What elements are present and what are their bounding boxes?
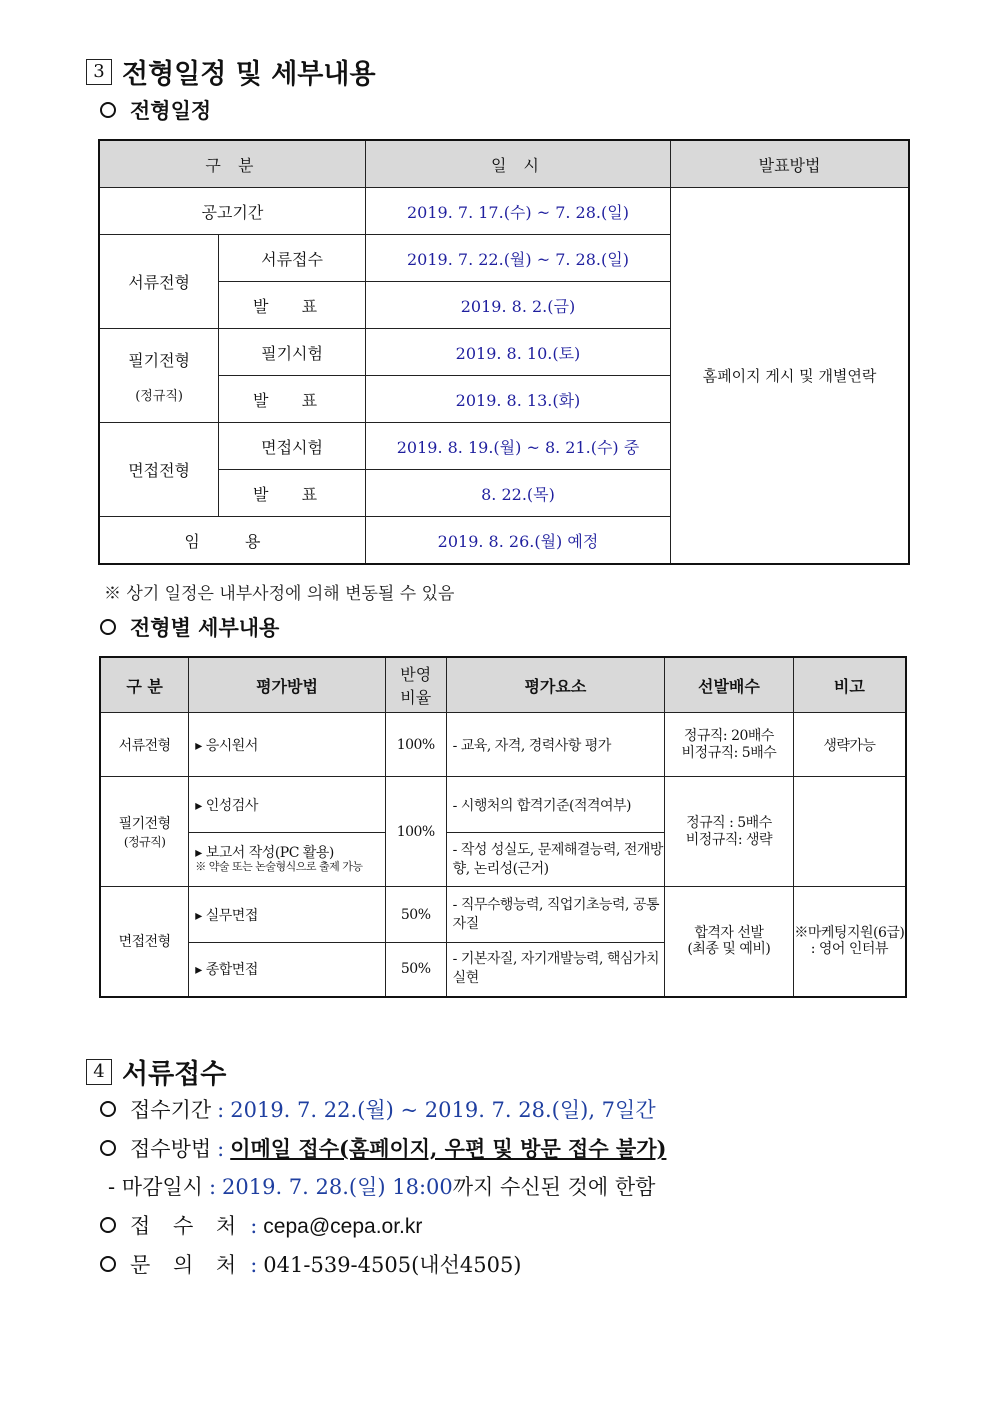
- row-label: 공고기간: [99, 188, 365, 235]
- schedule-heading: [100, 95, 211, 125]
- row-label: 임 용: [99, 517, 365, 565]
- section-3-title: [86, 52, 376, 91]
- schedule-heading-text: 전형일정: [130, 99, 212, 123]
- row-label: 면접전형: [100, 887, 189, 997]
- row-date: 8. 22.(목): [365, 470, 670, 517]
- header-announce: 발표방법: [671, 140, 909, 188]
- group-label-sub: (정규직): [135, 388, 184, 404]
- element-cell: - 기본자질, 자기개발능력, 핵심가치 실현: [446, 943, 664, 997]
- schedule-note: ※ 상기 일정은 내부사정에 의해 변동될 수 있음: [104, 584, 455, 604]
- row-label: [100, 777, 189, 887]
- method-cell: ▸ 응시원서: [189, 713, 385, 777]
- apply-deadline-rest: 까지 수신된 것에 한함: [452, 1175, 656, 1199]
- apply-deadline-label: 마감일시: [121, 1175, 203, 1199]
- row-label: 서류전형: [100, 713, 189, 777]
- apply-period-line: 접수기간 : 2019. 7. 22.(월) ~ 2019. 7. 28.(일), 7일간: [100, 1094, 656, 1124]
- row-date: 2019. 7. 17.(수) ~ 7. 28.(일): [365, 188, 670, 235]
- note-cell: 생략가능: [793, 713, 906, 777]
- apply-to-email[interactable]: cepa@cepa.or.kr: [263, 1215, 423, 1238]
- header-category: 구 분: [100, 657, 189, 713]
- announce-method: 홈페이지 게시 및 개별연락: [671, 188, 909, 565]
- ratio-cell: 100%: [385, 713, 446, 777]
- apply-contact-value: 041-539-4505(내선4505): [263, 1253, 522, 1277]
- detail-table: [99, 656, 907, 998]
- apply-to-line: 접 수 처 : cepa@cepa.or.kr: [100, 1210, 422, 1240]
- row-sub-label: 면접시험: [219, 423, 366, 470]
- table-row: [99, 188, 909, 235]
- apply-deadline-line: - 마감일시 : 2019. 7. 28.(일) 18:00까지 수신된 것에 한함: [108, 1175, 656, 1199]
- header-element: 평가요소: [446, 657, 664, 713]
- detail-heading-text: 전형별 세부내용: [130, 616, 280, 640]
- circle-bullet-icon: [100, 1140, 116, 1156]
- row-sub-label: 필기시험: [219, 329, 366, 376]
- row-label-sub: (정규직): [123, 835, 166, 849]
- method-cell: ▸ 보고서 작성(PC 활용) ※ 약술 또는 논술형식으로 출제 가능: [189, 833, 385, 887]
- circle-bullet-icon: [100, 102, 116, 118]
- circle-bullet-icon: [100, 1217, 116, 1233]
- apply-period-label: 접수기간: [130, 1098, 212, 1122]
- method-text: 응시원서: [205, 737, 258, 754]
- table-row: [100, 777, 906, 833]
- row-sub-label: 발 표: [219, 376, 366, 423]
- apply-method-line: 접수방법 : 이메일 접수(홈페이지, 우편 및 방문 접수 불가): [100, 1133, 666, 1163]
- row-sub-label: 서류접수: [219, 235, 366, 282]
- element-cell: - 시행처의 합격기준(적격여부): [446, 777, 664, 833]
- ratio-cell: 100%: [385, 777, 446, 887]
- table-header-row: [99, 140, 909, 188]
- method-cell: ▸ 인성검사: [189, 777, 385, 833]
- method-text: 종합면접: [205, 962, 258, 979]
- section-title-text: 서류접수: [122, 1059, 227, 1090]
- note-cell: ※마케팅지원(6급) : 영어 인터뷰: [793, 887, 906, 997]
- table-row: [100, 713, 906, 777]
- method-text: 인성검사: [205, 797, 258, 814]
- detail-heading: [100, 612, 279, 642]
- apply-method-label: 접수방법: [130, 1137, 212, 1161]
- row-sub-label: 발 표: [219, 470, 366, 517]
- header-method: 평가방법: [189, 657, 385, 713]
- method-text: 실무면접: [205, 907, 258, 924]
- table-row: [100, 887, 906, 943]
- row-label-text: 필기전형: [118, 816, 171, 832]
- row-date: 2019. 8. 19.(월) ~ 8. 21.(수) 중: [365, 423, 670, 470]
- count-cell: 합격자 선발 (최종 및 예비): [665, 887, 794, 997]
- section-title-text: 전형일정 및 세부내용: [122, 59, 376, 90]
- row-sub-label: 발 표: [219, 282, 366, 329]
- apply-contact-line: 문 의 처 : 041-539-4505(내선4505): [100, 1249, 522, 1279]
- element-cell: - 직무수행능력, 직업기초능력, 공통자질: [446, 887, 664, 943]
- count-cell: 정규직: 20배수 비정규직: 5배수: [665, 713, 794, 777]
- section-number: 4: [86, 1059, 112, 1085]
- header-count: 선발배수: [665, 657, 794, 713]
- header-ratio: 반영 비율: [385, 657, 446, 713]
- method-text: 보고서 작성(PC 활용): [205, 844, 334, 861]
- circle-bullet-icon: [100, 1256, 116, 1272]
- row-date: 2019. 8. 26.(월) 예정: [365, 517, 670, 565]
- apply-period-value: 2019. 7. 22.(월) ~ 2019. 7. 28.(일), 7일간: [230, 1098, 656, 1122]
- element-cell: - 교육, 자격, 경력사항 평가: [446, 713, 664, 777]
- schedule-table: [98, 139, 910, 565]
- header-note: 비고: [793, 657, 906, 713]
- apply-contact-label: 문 의 처: [130, 1253, 245, 1277]
- element-cell: - 작성 성실도, 문제해결능력, 전개방향, 논리성(근거): [446, 833, 664, 887]
- row-group-label: 면접전형: [99, 423, 219, 517]
- row-date: 2019. 8. 13.(화): [365, 376, 670, 423]
- row-date: 2019. 8. 10.(토): [365, 329, 670, 376]
- header-category: 구 분: [99, 140, 365, 188]
- header-date: 일 시: [365, 140, 670, 188]
- row-group-label: 서류전형: [99, 235, 219, 329]
- note-cell: [793, 777, 906, 887]
- method-cell: ▸ 종합면접: [189, 943, 385, 997]
- apply-method-value: 이메일 접수(홈페이지, 우편 및 방문 접수 불가): [230, 1136, 667, 1161]
- circle-bullet-icon: [100, 619, 116, 635]
- row-date: 2019. 7. 22.(월) ~ 7. 28.(일): [365, 235, 670, 282]
- count-cell: 정규직 : 5배수 비정규직: 생략: [665, 777, 794, 887]
- section-number: 3: [86, 59, 112, 85]
- group-label-text: 필기전형: [128, 350, 191, 370]
- circle-bullet-icon: [100, 1101, 116, 1117]
- apply-to-label: 접 수 처: [130, 1214, 245, 1238]
- apply-deadline-value: 2019. 7. 28.(일) 18:00: [222, 1175, 453, 1199]
- method-cell: ▸ 실무면접: [189, 887, 385, 943]
- row-date: 2019. 8. 2.(금): [365, 282, 670, 329]
- table-header-row: [100, 657, 906, 713]
- ratio-cell: 50%: [385, 887, 446, 943]
- section-4-title: [86, 1052, 226, 1091]
- ratio-cell: 50%: [385, 943, 446, 997]
- row-group-label: [99, 329, 219, 423]
- method-note: ※ 약술 또는 논술형식으로 출제 가능: [195, 860, 363, 874]
